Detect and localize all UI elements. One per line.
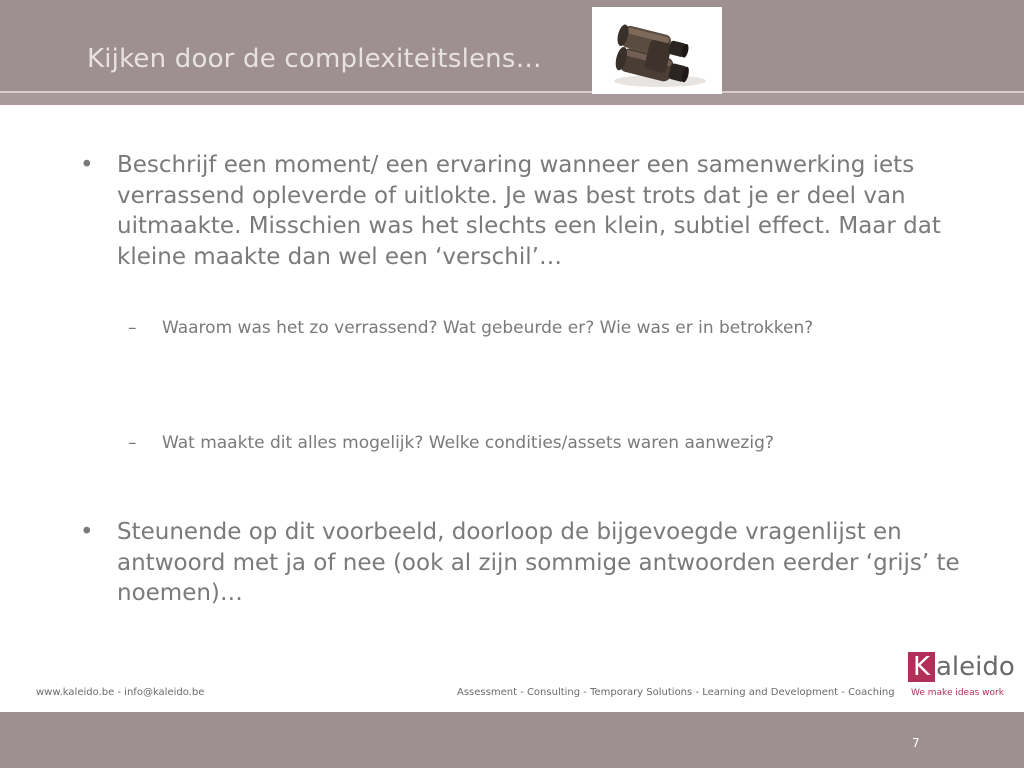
sub-bullet-marker: – bbox=[128, 318, 137, 338]
footer-services: Assessment - Consulting - Temporary Solutions - Learning and Development - Coaching bbox=[457, 687, 895, 698]
header-underband bbox=[0, 93, 1024, 105]
bullet-text: Beschrijf een moment/ een ervaring wanneer een samenwerking iets verrassend opleverde of uitlokte. Je was best trots dat je er deel van uitmaakte. Misschien was het slechts een klein, subtiel effect. Maar dat kleine maakte dan wel een ‘verschil’… bbox=[117, 152, 941, 270]
bullet-marker: • bbox=[80, 519, 94, 545]
bullet-item-1 bbox=[80, 150, 970, 274]
kaleido-logo bbox=[908, 650, 1014, 698]
logo-wordmark: aleido bbox=[936, 652, 1015, 682]
bullet-item-2 bbox=[80, 517, 970, 609]
sub-bullet-item-2 bbox=[80, 432, 970, 454]
binoculars-icon bbox=[592, 7, 722, 94]
sub-bullet-text: Wat maakte dit alles mogelijk? Welke condities/assets waren aanwezig? bbox=[162, 433, 774, 453]
sub-bullet-text: Waarom was het zo verrassend? Wat gebeurde er? Wie was er in betrokken? bbox=[162, 318, 814, 338]
sub-bullet-item-1 bbox=[80, 317, 970, 339]
page-number: 7 bbox=[912, 736, 920, 750]
logo-letter: K bbox=[908, 652, 935, 682]
slide-title: Kijken door de complexiteitslens… bbox=[87, 44, 542, 74]
footer-contact: www.kaleido.be - info@kaleido.be bbox=[36, 687, 205, 698]
bullet-marker: • bbox=[80, 152, 94, 178]
logo-tagline: We make ideas work bbox=[911, 688, 1004, 698]
footer-band bbox=[0, 712, 1024, 768]
sub-bullet-marker: – bbox=[128, 433, 137, 453]
bullet-text: Steunende op dit voorbeeld, doorloop de bijgevoegde vragenlijst en antwoord met ja of nee (ook al zijn sommige antwoorden eerder ‘grijs’ te noemen)… bbox=[117, 519, 960, 606]
